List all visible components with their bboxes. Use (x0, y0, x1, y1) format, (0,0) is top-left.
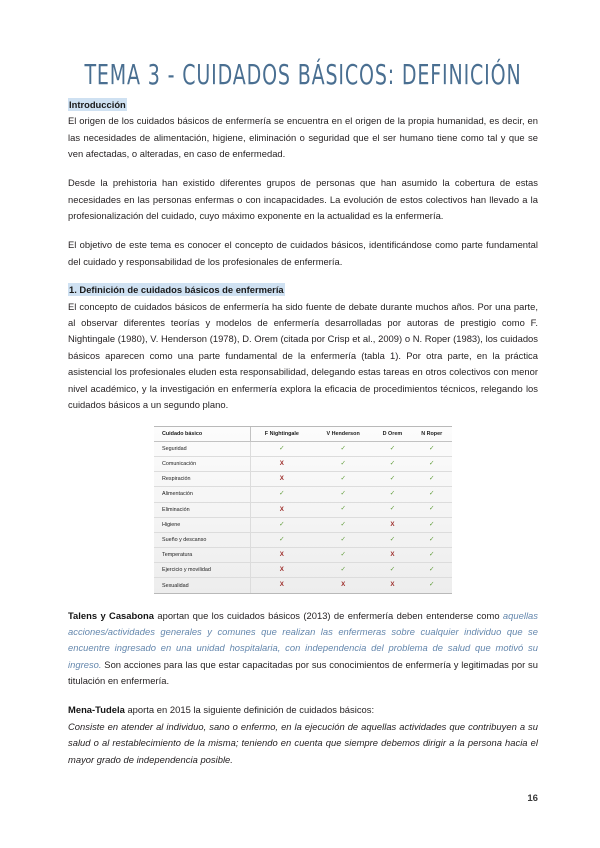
table-cell (250, 548, 313, 563)
table-row (154, 548, 452, 563)
table-cell (373, 502, 411, 517)
talens-tail: Son acciones para las que estar capacitadas por sus conocimientos de enfermería y legitimadas por su titulación en enfermería. (68, 658, 538, 687)
cross-icon: X (341, 581, 346, 589)
table-cell (313, 502, 373, 517)
section-heading-introduccion (68, 98, 538, 112)
table-row (154, 502, 452, 517)
table-cell (411, 472, 452, 487)
table-row (154, 532, 452, 547)
table-body (154, 441, 452, 592)
table-column-header: N Roper (411, 427, 452, 441)
check-icon: ✓ (389, 490, 396, 498)
table-cell (373, 548, 411, 563)
table-row-label: Comunicación (154, 456, 250, 471)
table-cell (313, 487, 373, 502)
table-cell (250, 487, 313, 502)
talens-paragraph (68, 608, 538, 690)
check-icon: ✓ (340, 475, 346, 483)
section-1-paragraph: El concepto de cuidados básicos de enfermería ha sido fuente de debate durante muchos años. Por una parte, al observar diferentes teorías y modelos de enfermería desarrolladas por autoras de prestigio como F. Nightingale (1980), V. Henderson (1978), D. Orem (citada por Crisp et al., 2009) o N. Roper (1983), los cuidados básicos aparecen como una parte fundamental de la enfermería (tabla 1). Por otra parte, en la práctica asistencial los profesionales eluden esta responsabilidad, delegando estas tareas en otros colectivos con menor nivel académico, y la investigación en enfermería explora la eficacia de procedimientos técnicos, relegando los cuidados básicos a un segundo plano. (68, 300, 538, 410)
check-icon: ✓ (340, 566, 346, 574)
table-cell (250, 456, 313, 471)
intro-paragraph-1: El origen de los cuidados básicos de enfermería se encuentra en el origen de la propia humanidad, es decir, en las necesidades de alimentación, higiene, eliminación o seguridad que el ser humano tiene como tal y que se ven afectadas, o alteradas, en caso de enfermedad. (68, 115, 538, 159)
table-cell (411, 563, 452, 578)
check-icon: ✓ (340, 444, 346, 452)
table-row-label: Temperatura (154, 548, 250, 563)
table-cell (313, 456, 373, 471)
check-icon: ✓ (279, 535, 285, 543)
cross-icon: X (390, 520, 395, 528)
check-icon: ✓ (389, 459, 396, 467)
comparison-table (154, 427, 452, 592)
cross-icon: X (390, 551, 395, 559)
check-icon: ✓ (279, 520, 285, 528)
table-cell (373, 441, 411, 456)
table-cell (411, 441, 452, 456)
talens-lead: aportan que los cuidados básicos (2013) de enfermería deben entenderse como (154, 609, 503, 621)
check-icon: ✓ (279, 444, 285, 452)
table-cell (411, 456, 452, 471)
table-head (154, 427, 452, 441)
check-icon: ✓ (429, 444, 435, 452)
check-icon: ✓ (389, 475, 396, 483)
check-icon: ✓ (389, 535, 396, 543)
table-row (154, 517, 452, 532)
table-row-label: Higiene (154, 517, 250, 532)
table-row (154, 487, 452, 502)
table-cell (411, 578, 452, 593)
table-row (154, 472, 452, 487)
mena-intro-line (68, 702, 538, 718)
table-cell (250, 517, 313, 532)
table-cell (313, 578, 373, 593)
check-icon: ✓ (340, 550, 346, 558)
cross-icon: X (279, 581, 284, 589)
table-row-label: Alimentación (154, 487, 250, 502)
table-cell (411, 487, 452, 502)
table-cell (373, 532, 411, 547)
table-cell (250, 502, 313, 517)
table-cell (411, 502, 452, 517)
talens-author: Talens y Casabona (68, 609, 155, 621)
mena-quote: Consiste en atender al individuo, sano o enfermo, en la ejecución de aquellas actividades que contribuyen a su salud o al restablecimiento de la misma; teniendo en cuenta que siempre debemos dirigir a la persona hacia el mayor grado de independencia posible. (68, 720, 538, 765)
table-cell (313, 532, 373, 547)
cross-icon: X (279, 505, 284, 513)
cross-icon: X (279, 566, 284, 574)
table-cell (373, 456, 411, 471)
section-heading-introduccion-label: Introducción (69, 98, 126, 110)
table-row (154, 441, 452, 456)
table-row-label: Respiración (154, 472, 250, 487)
mena-author: Mena-Tudela (68, 704, 125, 716)
table-cell (313, 472, 373, 487)
table-row-label: Sueño y descanso (154, 532, 250, 547)
check-icon: ✓ (429, 535, 435, 543)
table-column-header: D Orem (373, 427, 411, 441)
table-row-label: Eliminación (154, 502, 250, 517)
check-icon: ✓ (340, 535, 346, 543)
page-title: TEMA 3 - CUIDADOS BÁSICOS: DEFINICIÓN (84, 59, 522, 92)
check-icon: ✓ (429, 459, 435, 467)
table-cell (250, 441, 313, 456)
table-row (154, 563, 452, 578)
table-cell (250, 472, 313, 487)
section-heading-definicion (68, 283, 538, 297)
table-row-label: Ejercicio y movilidad (154, 563, 250, 578)
table-cell (250, 532, 313, 547)
check-icon: ✓ (389, 505, 396, 513)
check-icon: ✓ (429, 566, 435, 574)
table-column-header: Cuidado básico (154, 427, 250, 441)
check-icon: ✓ (429, 520, 435, 528)
table-cell (411, 517, 452, 532)
cross-icon: X (279, 475, 284, 483)
check-icon: ✓ (389, 444, 396, 452)
mena-lead: aporta en 2015 la siguiente definición de cuidados básicos: (124, 704, 375, 716)
section-heading-definicion-label: 1. Definición de cuidados básicos de enfermería (69, 284, 284, 296)
intro-paragraph-3: El objetivo de este tema es conocer el concepto de cuidados básicos, identificándose como parte fundamental del cuidado y responsabilidad de los profesionales de enfermería. (68, 239, 538, 267)
talens-quote: aquellas acciones/actividades generales y comunes que realizan las enfermeras sobre cualquier individuo que se encuentre ingresado en una unidad hospitalaria, con independencia del problema de salud que motivó su ingreso. (68, 609, 538, 670)
check-icon: ✓ (389, 566, 396, 574)
table-cell (313, 548, 373, 563)
check-icon: ✓ (279, 490, 285, 498)
table-cell (313, 563, 373, 578)
table-row (154, 456, 452, 471)
table-cell (373, 517, 411, 532)
table-cell (411, 532, 452, 547)
cross-icon: X (390, 581, 395, 589)
cross-icon: X (279, 551, 284, 559)
table-row-label: Seguridad (154, 441, 250, 456)
table-column-header: F Nightingale (250, 427, 313, 441)
check-icon: ✓ (429, 475, 435, 483)
table-column-header: V Henderson (313, 427, 373, 441)
table-row (154, 578, 452, 593)
check-icon: ✓ (429, 581, 435, 589)
table-cell (373, 563, 411, 578)
table-cell (250, 578, 313, 593)
table-cell (373, 487, 411, 502)
table-cell (373, 578, 411, 593)
table-cell (373, 472, 411, 487)
table-cell (250, 563, 313, 578)
check-icon: ✓ (340, 490, 346, 498)
table-cell (313, 441, 373, 456)
table-header-row (154, 427, 452, 441)
table-cell (411, 548, 452, 563)
check-icon: ✓ (340, 520, 346, 528)
page-number: 16 (527, 793, 538, 804)
check-icon: ✓ (429, 550, 435, 558)
table-cell (313, 517, 373, 532)
check-icon: ✓ (429, 505, 435, 513)
table-cuidados-basicos (154, 426, 452, 593)
intro-paragraph-2: Desde la prehistoria han existido diferentes grupos de personas que han asumido la cobertura de estas necesidades en las personas enfermas o con incapacidades. La evolución de estos colectivos han llevado a la profesionalización del cuidado, cuyo máximo exponente en la actualidad es la enfermería. (68, 177, 538, 222)
check-icon: ✓ (340, 505, 346, 513)
check-icon: ✓ (429, 490, 435, 498)
cross-icon: X (279, 459, 284, 467)
table-row-label: Sexualidad (154, 578, 250, 593)
check-icon: ✓ (340, 459, 346, 467)
